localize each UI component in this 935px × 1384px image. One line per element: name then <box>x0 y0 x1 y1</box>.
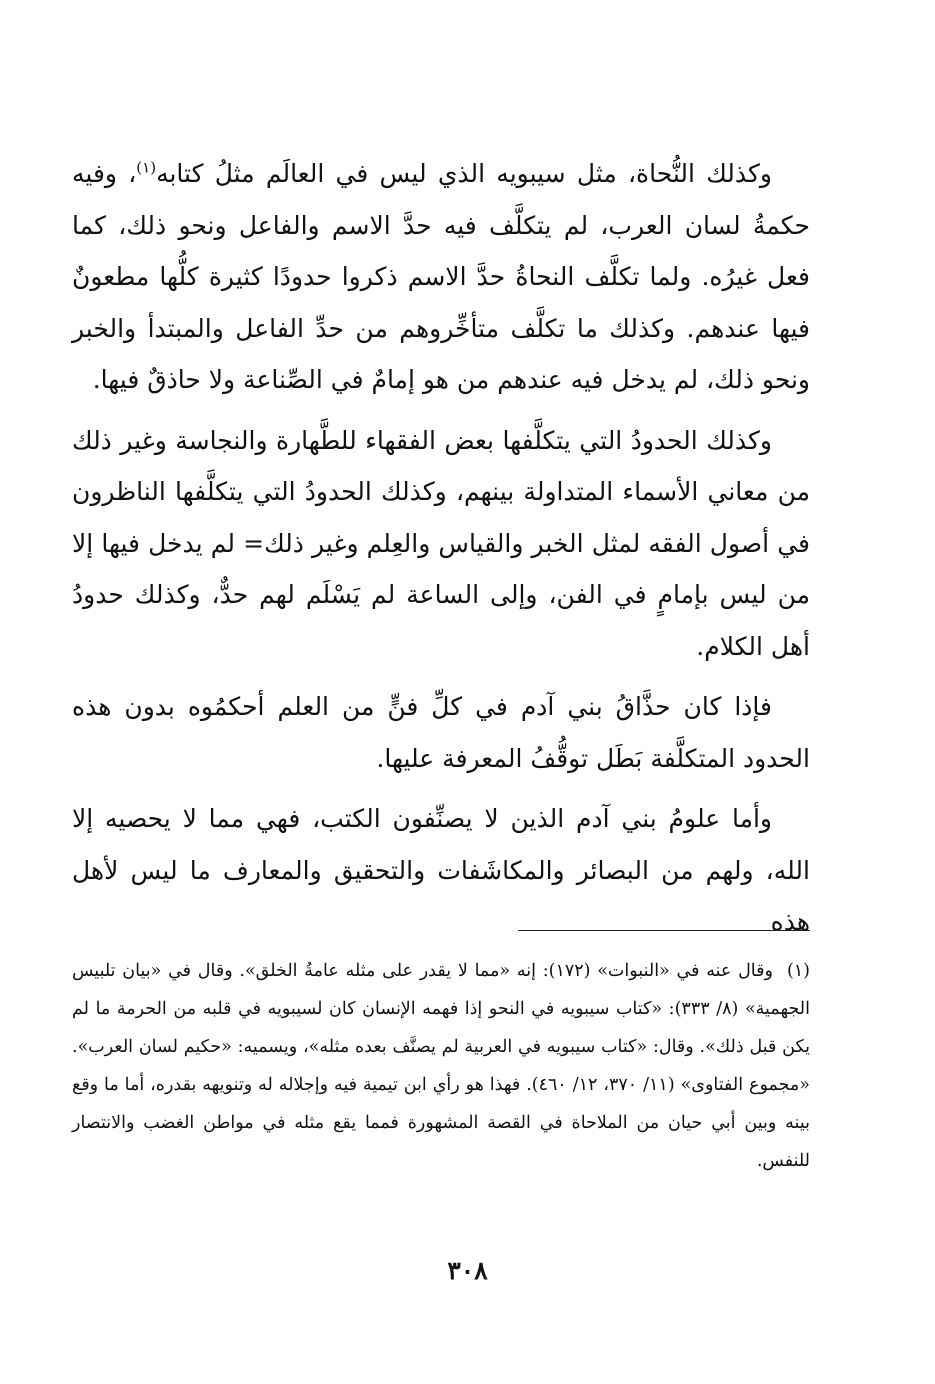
footnote-reference[interactable]: (١) <box>136 158 157 177</box>
page-number: ٣٠٨ <box>447 1256 488 1285</box>
paragraph-4: وأما علومُ بني آدم الذين لا يصنِّفون الكتب، فهي مما لا يحصيه إلا الله، ولهم من البصائر والمكاشَفات والتحقيق والمعارف ما ليس لأهل هذه <box>72 804 810 936</box>
paragraph-3: فإذا كان حذَّاقُ بني آدم في كلِّ فنٍّ من العلم أحكمُوه بدون هذه الحدود المتكلَّفة بَطَل توقُّفُ المعرفة عليها. <box>72 692 810 773</box>
main-text <box>72 148 810 957</box>
paragraph-2: وكذلك الحدودُ التي يتكلَّفها بعض الفقهاء للطَّهارة والنجاسة وغير ذلك من معاني الأسماء المتداولة بينهم، وكذلك الحدودُ التي يتكلَّفها الناظرون في أصول الفقه لمثل الخبر والقياس والعِلم وغير ذلك= لم يدخل فيها إلا من ليس بإمامٍ في الفن، وإلى الساعة لم يَسْلَم لهم حدٌّ، وكذلك حدودُ أهل الكلام. <box>72 425 810 661</box>
footnote <box>72 952 810 1180</box>
paragraph-1-text-a: وكذلك النُّحاة، مثل سيبويه الذي ليس في العالَم مثلُ كتابه <box>156 159 772 188</box>
paragraph-1 <box>72 148 810 406</box>
footnote-marker: (١) <box>786 961 810 981</box>
paragraph-1-text-b: ، وفيه حكمةُ لسان العرب، لم يتكلَّف فيه حدَّ الاسم والفاعل ونحو ذلك، كما فعل غيرُه. ولما تكلَّف النحاةُ حدَّ الاسم ذكروا حدودًا كثيرة كلُّها مطعونٌ فيها عندهم. وكذلك ما تكلَّف متأخِّروهم من حدِّ الفاعل والمبتدأ والخبر ونحو ذلك، لم يدخل فيه عندهم من هو إمامٌ في الصِّناعة ولا حاذقٌ فيها. <box>72 159 810 394</box>
footnote-text: وقال عنه في «النبوات» (١٧٢): إنه «مما لا يقدر على مثله عامةُ الخلق». وقال في «بيان تلبيس الجهمية» (٨/ ٣٣٣): «كتاب سيبويه في النحو إذا فهمه الإنسان كان لسيبويه في قلبه من الحرمة ما لم يكن قبل ذلك». وقال: «كتاب سيبويه في العربية لم يصنَّف بعده مثله»، ويسميه: «حكيم لسان العرب». «مجموع الفتاوى» (١١/ ٣٧٠، ١٢/ ٤٦٠). فهذا هو رأي ابن تيمية فيه وإجلاله له وتنويهه بقدره، أما ما وقع بينه وبين أبي حيان من الملاحاة في القصة المشهورة فمما يقع مثله في مواطن الغضب والانتصار للنفس. <box>72 961 810 1171</box>
footnote-divider <box>518 930 810 931</box>
